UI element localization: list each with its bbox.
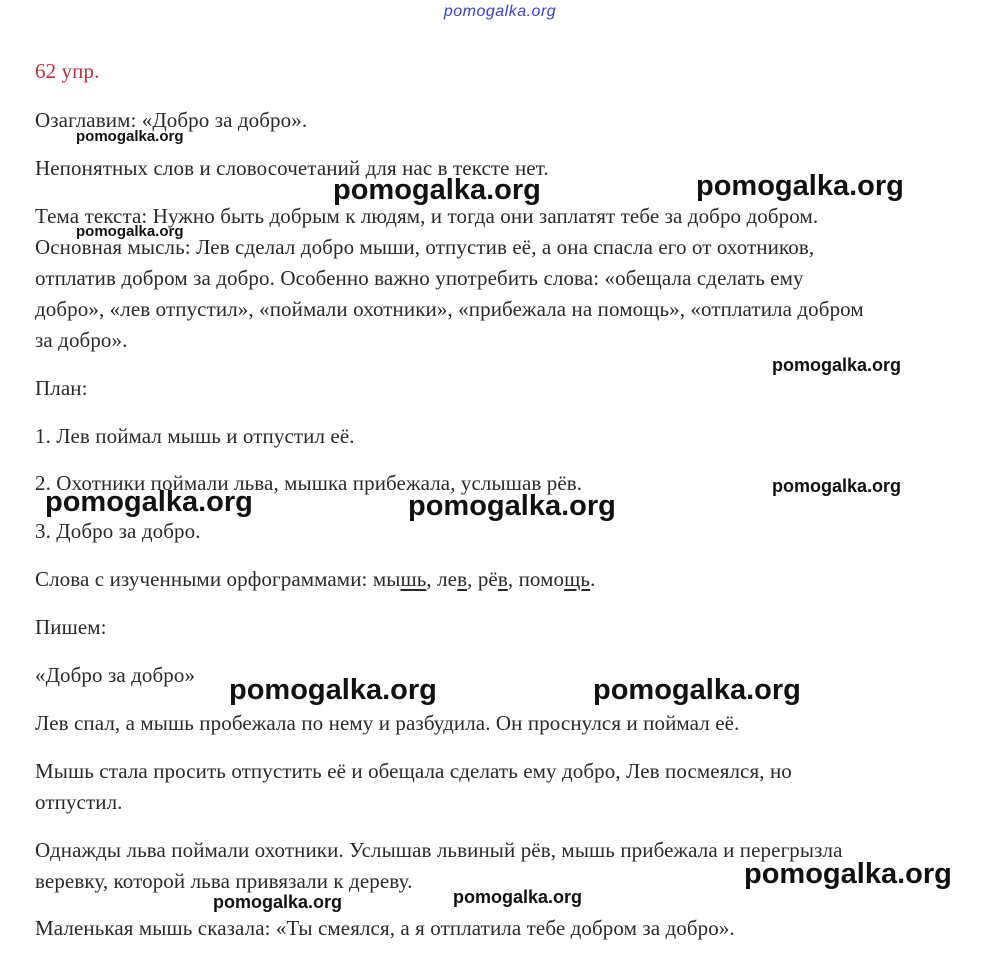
watermark: pomogalka.org	[229, 674, 437, 706]
main-idea-line-1: Основная мысль: Лев сделал добро мыши, отпустив её, а она спасла его от охотников,	[35, 235, 815, 259]
watermark: pomogalka.org	[453, 887, 583, 907]
watermark: pomogalka.org	[772, 355, 902, 375]
spelling-word-4-orthogram: щь	[564, 567, 591, 591]
story-paragraph-2-line-1: Мышь стала просить отпустить её и обещала сделать ему добро, Лев посмеялся, но	[35, 759, 792, 783]
spelling-end: .	[590, 567, 596, 591]
story-paragraph-4: Маленькая мышь сказала: «Ты смеялся, а я отплатила тебе добром за добро».	[35, 916, 735, 940]
plan-heading: План:	[35, 376, 88, 400]
spelling-separator: ,	[426, 567, 438, 591]
watermark: pomogalka.org	[772, 476, 902, 496]
watermark: pomogalka.org	[333, 174, 541, 206]
spelling-word-2-stem: ле	[437, 567, 458, 591]
exercise-number: 62 упр.	[35, 59, 100, 83]
plan-item-3: 3. Добро за добро.	[35, 519, 201, 543]
story-paragraph-3-line-2: веревку, которой льва привязали к дереву.	[35, 869, 413, 893]
unknown-words-line: Непонятных слов и словосочетаний для нас в тексте нет.	[35, 156, 549, 180]
spelling-word-1-stem: мы	[372, 567, 401, 591]
spelling-separator: ,	[467, 567, 478, 591]
title-line: Озаглавим: «Добро за добро».	[35, 108, 308, 132]
watermark: pomogalka.org	[744, 858, 952, 890]
plan-item-2: 2. Охотники поймали льва, мышка прибежала, услышав рёв.	[35, 471, 583, 495]
spelling-separator: ,	[507, 567, 519, 591]
story-paragraph-1: Лев спал, а мышь пробежала по нему и разбудила. Он проснулся и поймал её.	[35, 711, 740, 735]
watermark: pomogalka.org	[696, 170, 904, 202]
watermark: pomogalka.org	[408, 490, 616, 522]
watermark: pomogalka.org	[593, 674, 801, 706]
watermark: pomogalka.org	[76, 223, 184, 240]
spelling-line	[35, 566, 595, 592]
theme-line: Тема текста: Нужно быть добрым к людям, и тогда они заплатят тебе за добро добром.	[35, 204, 819, 228]
watermark: pomogalka.org	[76, 128, 184, 145]
watermark: pomogalka.org	[45, 486, 253, 518]
spelling-word-2-orthogram: в	[457, 567, 468, 591]
story-paragraph-3-line-1: Однажды льва поймали охотники. Услышав львиный рёв, мышь прибежала и перегрызла	[35, 838, 843, 862]
spelling-word-3-orthogram: в	[497, 567, 508, 591]
main-idea-line-3: добро», «лев отпустил», «поймали охотники», «прибежала на помощь», «отплатила добром	[35, 297, 864, 321]
spelling-word-4-stem: помо	[518, 567, 565, 591]
spelling-word-3-stem: рё	[477, 567, 498, 591]
watermark: pomogalka.org	[213, 892, 343, 912]
main-idea-line-2: отплатив добром за добро. Особенно важно употребить слова: «обещала сделать ему	[35, 266, 804, 290]
main-idea-line-4: за добро».	[35, 328, 128, 352]
spelling-word-1-orthogram: шь	[400, 567, 427, 591]
watermark-top: pomogalka.org	[443, 3, 557, 20]
story-paragraph-2-line-2: отпустил.	[35, 790, 123, 814]
spelling-prefix: Слова с изученными орфограммами:	[35, 567, 373, 591]
plan-item-1: 1. Лев поймал мышь и отпустил её.	[35, 424, 355, 448]
write-heading: Пишем:	[35, 615, 107, 639]
story-title: «Добро за добро»	[35, 663, 196, 687]
